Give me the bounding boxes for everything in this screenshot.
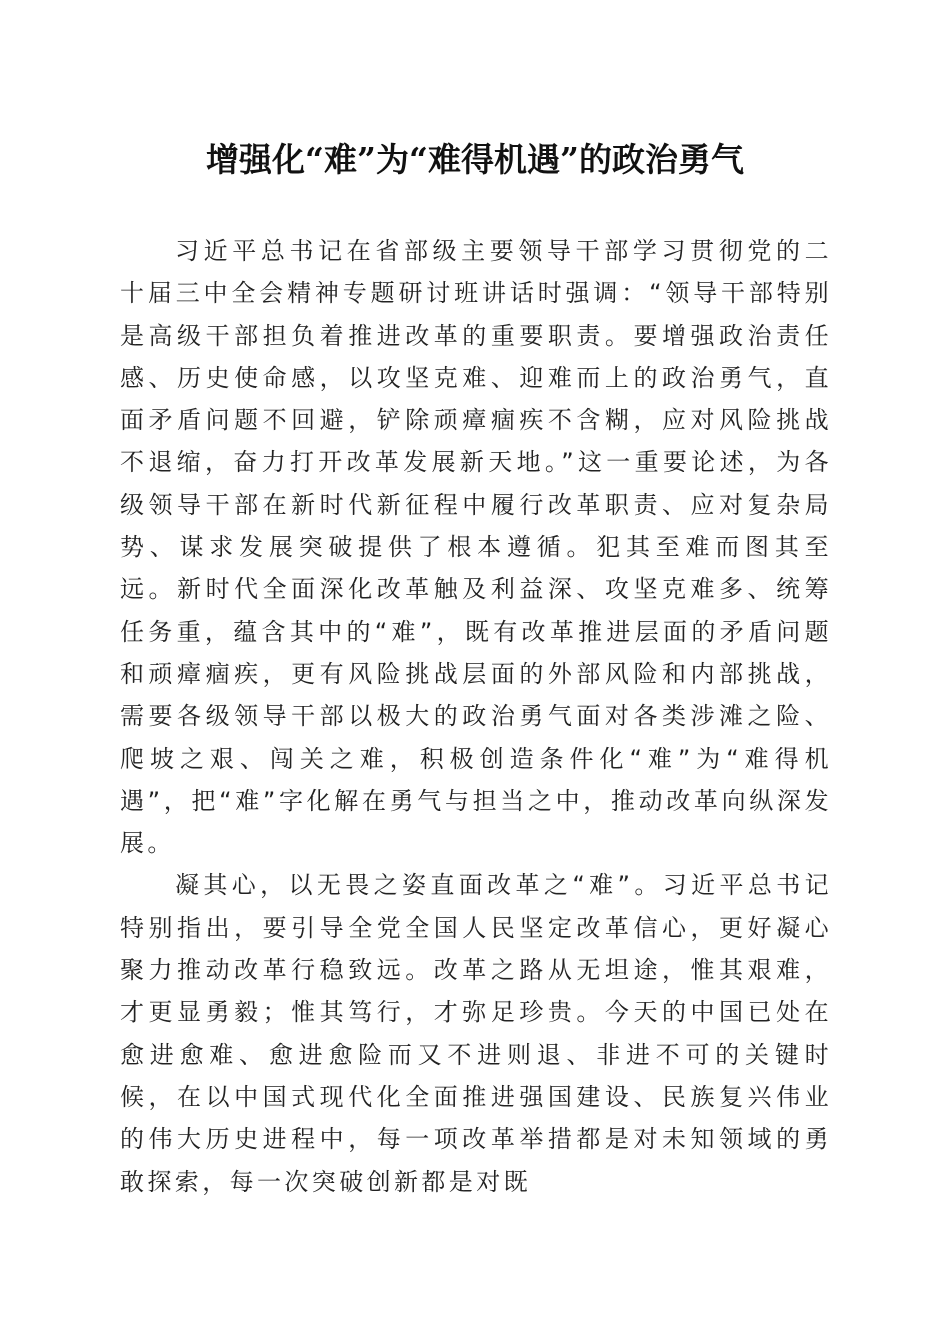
paragraph-2: 凝其心，以无畏之姿直面改革之“难”。习近平总书记特别指出，要引导全党全国人民坚定改革信心，更好凝心聚力推动改革行稳致远。改革之路从无坦途，惟其艰难，才更显勇毅；惟其笃行，才弥足珍贵。今天的中国已处在愈进愈难、愈进愈险而又不进则退、非进不可的关键时候，在以中国式现代化全面推进强国建设、民族复兴伟业的伟大历史进程中，每一项改革举措都是对未知领域的勇敢探索，每一次突破创新都是对既 <box>120 871 832 1196</box>
paragraph-1: 习近平总书记在省部级主要领导干部学习贯彻党的二十届三中全会精神专题研讨班讲话时强调：“领导干部特别是高级干部担负着推进改革的重要职责。要增强政治责任感、历史使命感，以攻坚克难、迎难而上的政治勇气，直面矛盾问题不回避，铲除顽瘴痼疾不含糊，应对风险挑战不退缩，奋力打开改革发展新天地。”这一重要论述，为各级领导干部在新时代新征程中履行改革职责、应对复杂局势、谋求发展突破提供了根本遵循。犯其至难而图其至远。新时代全面深化改革触及利益深、攻坚克难多、统筹任务重，蕴含其中的“难”，既有改革推进层面的矛盾问题和顽瘴痼疾，更有风险挑战层面的外部风险和内部挑战，需要各级领导干部以极大的政治勇气面对各类涉滩之险、爬坡之艰、闯关之难，积极创造条件化“难”为“难得机遇”，把“难”字化解在勇气与担当之中，推动改革向纵深发展。 <box>120 237 832 858</box>
document-title: 增强化“难”为“难得机遇”的政治勇气 <box>206 140 744 179</box>
document-body <box>120 230 832 1203</box>
